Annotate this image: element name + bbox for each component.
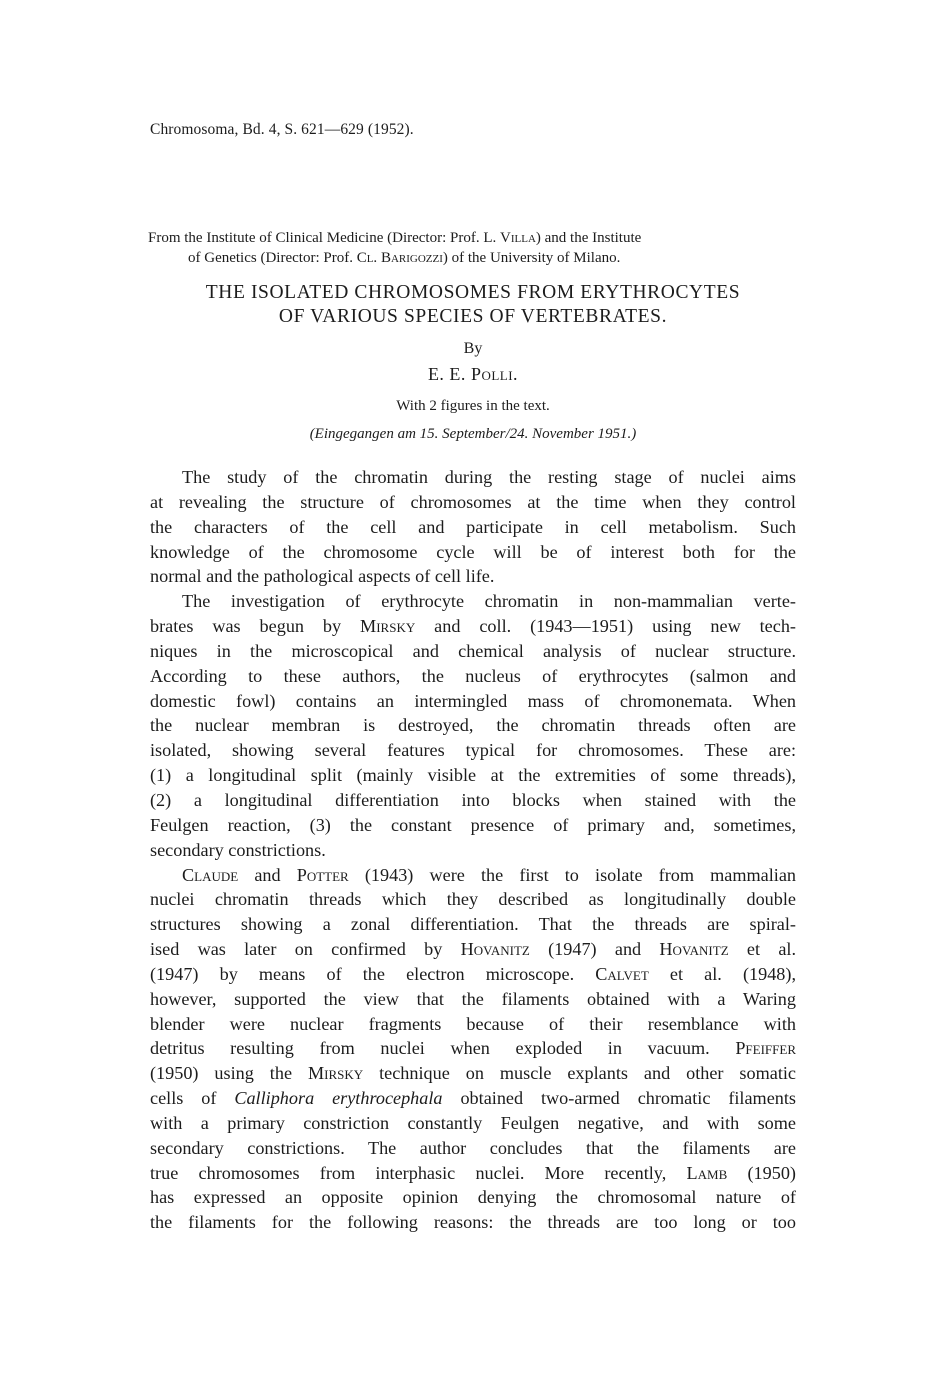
body-text — [150, 465, 796, 1235]
body-line: nuclei chromatin threads which they described as longitudinally double — [150, 889, 796, 910]
body-line: with a primary constriction constantly Feulgen negative, and with some — [150, 1112, 796, 1133]
body-line: brates was begun by Mirsky and coll. (1943—1951) using new tech- — [150, 616, 796, 637]
author-name: E. E. Polli. — [427, 364, 519, 384]
paper-title — [148, 281, 798, 329]
body-line: the characters of the cell and participate in cell metabolism. Such — [150, 516, 796, 537]
body-line: (1950) using the Mirsky technique on muscle explants and other somatic — [150, 1063, 796, 1084]
body-line: has expressed an opposite opinion denying the chromosomal nature of — [150, 1187, 796, 1208]
title-line-2: OF VARIOUS SPECIES OF VERTEBRATES. — [278, 306, 668, 327]
body-line: the filaments for the following reasons: the threads are too long or too — [150, 1212, 796, 1233]
body-line: normal and the pathological aspects of cell life. — [150, 566, 495, 587]
affiliation — [148, 228, 798, 268]
body-line: structures showing a zonal differentiation. That the threads are spiral- — [150, 914, 796, 935]
body-line: the nuclear membran is destroyed, the chromatin threads often are — [150, 715, 796, 736]
body-line: at revealing the structure of chromosomes at the time when they control — [150, 491, 796, 512]
body-line: detritus resulting from nuclei when exploded in vacuum. Pfeiffer — [150, 1038, 796, 1059]
body-line: According to these authors, the nucleus of erythrocytes (salmon and — [150, 665, 796, 686]
body-line: ised was later on confirmed by Hovanitz (1947) and Hovanitz et al. — [150, 939, 796, 960]
received-date: (Eingegangen am 15. September/24. November 1951.) — [309, 426, 637, 442]
body-line: The investigation of erythrocyte chromatin in non-mammalian verte- — [182, 591, 796, 612]
body-line: (1) a longitudinal split (mainly visible at the extremities of some threads), — [150, 765, 796, 786]
body-line: knowledge of the chromosome cycle will be of interest both for the — [150, 541, 796, 562]
body-line: however, supported the view that the filaments obtained with a Waring — [150, 988, 796, 1009]
body-line: true chromosomes from interphasic nuclei. More recently, Lamb (1950) — [150, 1162, 796, 1183]
body-line: The study of the chromatin during the resting stage of nuclei aims — [182, 467, 796, 487]
body-line: domestic fowl) contains an intermingled mass of chromonemata. When — [150, 690, 796, 711]
body-line: cells of Calliphora erythrocephala obtained two-armed chromatic filaments — [150, 1088, 797, 1109]
body-line: (2) a longitudinal differentiation into blocks when stained with the — [150, 789, 796, 810]
affiliation-line-1: From the Institute of Clinical Medicine (Director: Prof. L. Villa) and the Institute — [148, 230, 642, 246]
body-line: niques in the microscopical and chemical analysis of nuclear structure. — [150, 640, 796, 661]
body-line: isolated, showing several features typical for chromosomes. These are: — [150, 740, 796, 761]
body-line: Feulgen reaction, (3) the constant presence of primary and, sometimes, — [150, 814, 796, 835]
journal-citation: Chromosoma, Bd. 4, S. 621—629 (1952). — [150, 121, 414, 138]
by-label: By — [463, 340, 483, 357]
body-line: (1947) by means of the electron microscope. Calvet et al. (1948), — [150, 963, 796, 984]
title-line-1: THE ISOLATED CHROMOSOMES FROM ERYTHROCYTES — [205, 282, 741, 303]
body-line: secondary constrictions. The author concludes that the filaments are — [150, 1137, 796, 1158]
body-line: Claude and Potter (1943) were the first to isolate from mammalian — [182, 864, 796, 885]
body-line: blender were nuclear fragments because of their resemblance with — [150, 1013, 796, 1034]
figures-note: With 2 figures in the text. — [396, 398, 550, 414]
affiliation-line-2: of Genetics (Director: Prof. Cl. Barigozzi) of the University of Milano. — [188, 250, 621, 266]
body-line: secondary constrictions. — [150, 839, 326, 860]
